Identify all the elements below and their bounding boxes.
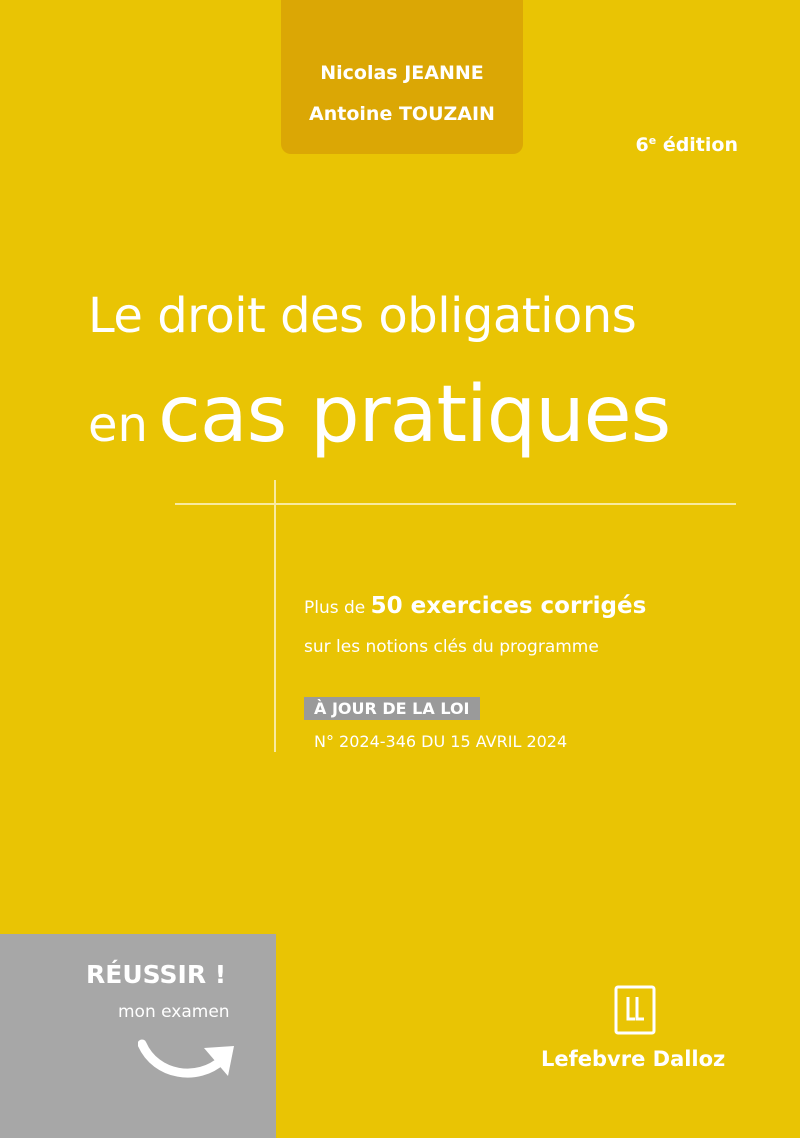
curved-arrow-icon (138, 1030, 238, 1092)
description-line1 (304, 593, 646, 619)
edition-superscript: e (648, 134, 657, 147)
title-main: cas pratiques (157, 370, 671, 460)
description-highlight: 50 exercices corrigés (370, 593, 647, 619)
title-prefix: en (88, 397, 148, 453)
author-name: Antoine TOUZAIN (309, 103, 495, 125)
series-panel (0, 934, 276, 1138)
edition-text: édition (662, 134, 738, 156)
law-badge: À JOUR DE LA LOI (304, 697, 480, 720)
description-prefix: Plus de (304, 598, 366, 618)
lefebvre-dalloz-logo-icon (614, 985, 656, 1035)
author-name: Nicolas JEANNE (320, 62, 484, 84)
author-box (281, 0, 523, 154)
vertical-rule (274, 480, 276, 752)
law-reference: N° 2024-346 DU 15 AVRIL 2024 (314, 732, 568, 751)
series-title: RÉUSSIR ! (86, 960, 227, 989)
book-title-line2 (88, 370, 670, 460)
description-line2: sur les notions clés du programme (304, 637, 599, 657)
series-subtitle: mon examen (118, 1002, 230, 1022)
edition-number: 6 (635, 134, 649, 156)
publisher-name: Lefebvre Dalloz (541, 1047, 726, 1071)
horizontal-rule (175, 503, 736, 505)
book-title-line1: Le droit des obligations (88, 288, 637, 344)
edition-label (635, 134, 738, 156)
